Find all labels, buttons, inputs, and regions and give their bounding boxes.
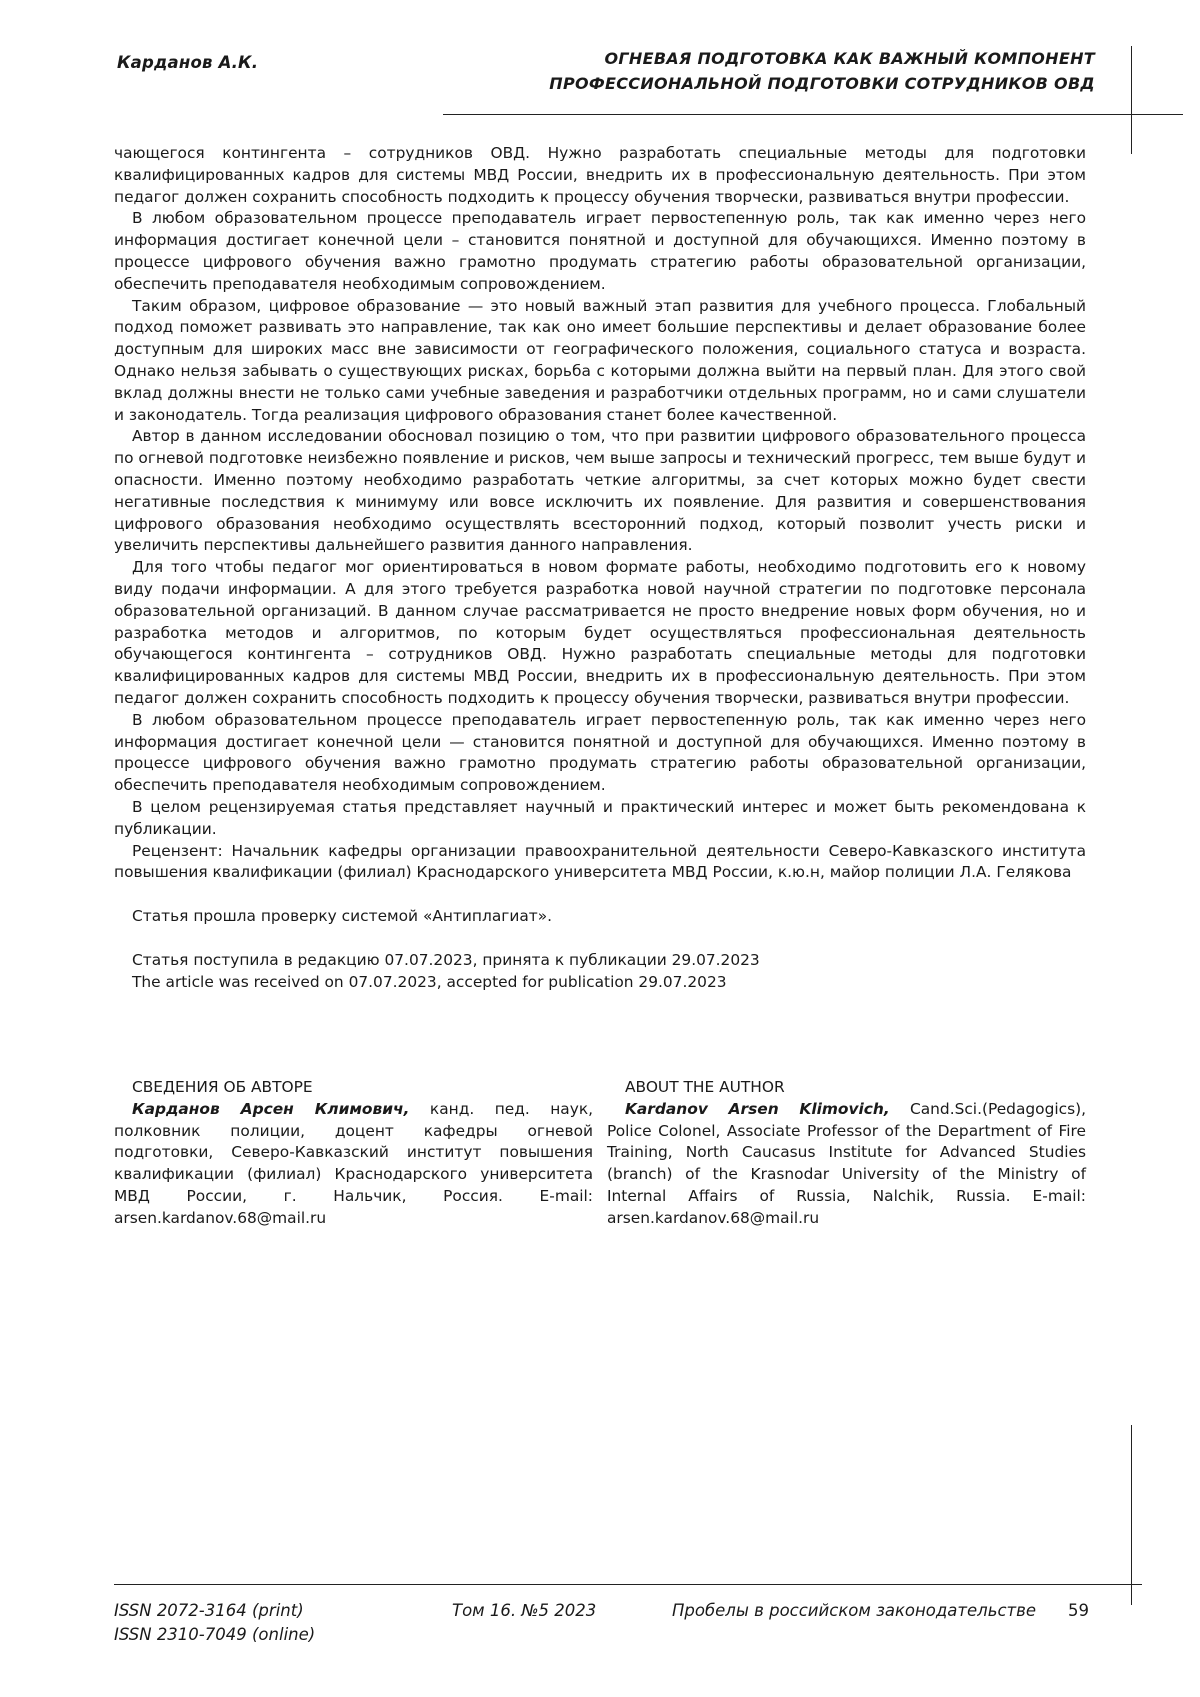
author-details-en: Cand.Sci.(Pedagogics), Police Colonel, Associate Professor of the Department of Fire Training, North Caucasus Institute for Advanced Studies (branch) of the Krasnodar University of the Ministry of Internal Affairs of Russia, Nalchik, Russia. E-mail: arsen.kardanov.68@mail.ru bbox=[607, 1099, 1086, 1227]
footer-volume: Том 16. №5 2023 bbox=[452, 1601, 597, 1620]
running-head-title-line2: ПРОФЕССИОНАЛЬНОЙ ПОДГОТОВКИ СОТРУДНИКОВ ОВД bbox=[549, 74, 1095, 93]
spacer bbox=[114, 928, 1086, 950]
header-side-rule bbox=[1131, 46, 1132, 154]
header-rule bbox=[443, 114, 1183, 115]
body-paragraph: В любом образовательном процессе преподаватель играет первостепенную роль, так как именно через него информация достигает конечной цели — становится понятной и доступной для обучающихся. Именно поэтому в процессе цифрового обучения важно грамотно продумать стратегию работы образовательной организации, обеспечить преподавателя необходимым сопровождением. bbox=[114, 710, 1086, 795]
author-info-en bbox=[607, 1077, 1086, 1230]
footer-issn bbox=[114, 1599, 315, 1647]
author-info-ru bbox=[114, 1077, 593, 1230]
body-paragraph: В целом рецензируемая статья представляет научный и практический интерес и может быть рекомендована к публикации. bbox=[114, 797, 1086, 838]
running-head-author: Карданов А.К. bbox=[117, 53, 259, 72]
author-info-heading-en: ABOUT THE AUTHOR bbox=[625, 1078, 785, 1096]
page-number: 59 bbox=[1068, 1601, 1089, 1620]
article-body bbox=[114, 143, 1086, 993]
author-name-en: Kardanov Arsen Klimovich, bbox=[625, 1099, 890, 1118]
antiplagiat-note: Статья прошла проверку системой «Антиплагиат». bbox=[132, 907, 553, 926]
author-name-ru: Карданов Арсен Климович, bbox=[132, 1099, 410, 1118]
author-info-text-ru bbox=[114, 1099, 593, 1230]
body-paragraph: Автор в данном исследовании обосновал позицию о том, что при развитии цифрового образовательного процесса по огневой подготовке неизбежно появление и рисков, чем выше запросы и технический прогресс, тем выше будут и опасности. Именно поэтому необходимо разработать четкие алгоритмы, за счет которых можно будет свести негативные последствия к минимуму или вовсе исключить их появление. Для развития и совершенствования цифрового образования необходимо осуществлять всесторонний подход, который позволит учесть риски и увеличить перспективы дальнейшего развития данного направления. bbox=[114, 427, 1086, 555]
footer-side-rule bbox=[1131, 1425, 1132, 1605]
body-paragraph: В любом образовательном процессе преподаватель играет первостепенную роль, так как именно через него информация достигает конечной цели – становится понятной и доступной для обучающихся. Именно поэтому в процессе цифрового обучения важно грамотно продумать стратегию работы образовательной организации, обеспечить преподавателя необходимым сопровождением. bbox=[114, 209, 1086, 293]
author-info-heading-ru: СВЕДЕНИЯ ОБ АВТОРЕ bbox=[132, 1078, 313, 1096]
footer-rule bbox=[114, 1584, 1142, 1585]
running-head-title bbox=[375, 46, 1095, 96]
footer-issn-online: ISSN 2310-7049 (online) bbox=[114, 1625, 316, 1644]
running-head-title-line1: ОГНЕВАЯ ПОДГОТОВКА КАК ВАЖНЫЙ КОМПОНЕНТ bbox=[604, 49, 1095, 68]
received-en: The article was received on 07.07.2023, accepted for publication 29.07.2023 bbox=[132, 972, 727, 991]
author-info-text-en bbox=[607, 1099, 1086, 1230]
footer-journal-name: Пробелы в российском законодательстве bbox=[672, 1601, 1037, 1620]
footer-issn-print: ISSN 2072-3164 (print) bbox=[114, 1601, 304, 1620]
body-paragraph: Для того чтобы педагог мог ориентироваться в новом формате работы, необходимо подготовить его к новому виду подачи информации. А для этого требуется разработка новой научной стратегии по подготовке персонала образовательной организаций. В данном случае рассматривается не просто внедрение новых форм обучения, но и разработка методов и алгоритмов, по которым будет осуществляться профессиональная деятельность обучающегося контингента – сотрудников ОВД. Нужно разработать специальные методы для подготовки квалифицированных кадров для системы МВД России, внедрить их в профессиональную деятельность. При этом педагог должен сохранить способность подходить к процессу обучения творчески, развиваться внутри профессии. bbox=[114, 558, 1086, 707]
reviewer-paragraph: Рецензент: Начальник кафедры организации правоохранительной деятельности Северо-Кавказского института повышения квалификации (филиал) Краснодарского университета МВД России, к.ю.н, майор полиции Л.А. Гелякова bbox=[114, 841, 1086, 882]
received-ru: Статья поступила в редакцию 07.07.2023, принята к публикации 29.07.2023 bbox=[132, 950, 760, 969]
spacer bbox=[114, 884, 1086, 906]
author-details-ru: канд. пед. наук, полковник полиции, доцент кафедры огневой подготовки, Северо-Кавказский институт повышения квалификации (филиал) Краснодарского университета МВД России, г. Нальчик, Россия. E-mail: arsen.kardanov.68@mail.ru bbox=[114, 1099, 594, 1227]
body-paragraph: Таким образом, цифровое образование — это новый важный этап развития для учебного процесса. Глобальный подход поможет развивать это направление, так как оно имеет большие перспективы и делает образование более доступным для широких масс вне зависимости от географического положения, социального статуса и возраста. Однако нельзя забывать о существующих рисках, борьба с которыми должна выйти на первый план. Для этого свой вклад должны внести не только сами учебные заведения и разработчики отдельных программ, но и сами слушатели и законодатель. Тогда реализация цифрового образования станет более качественной. bbox=[114, 296, 1086, 424]
body-paragraph: чающегося контингента – сотрудников ОВД. Нужно разработать специальные методы для подготовки квалифицированных кадров для системы МВД России, внедрить их в профессиональную деятельность. При этом педагог должен сохранить способность подходить к процессу обучения творчески, развиваться внутри профессии. bbox=[114, 144, 1086, 206]
